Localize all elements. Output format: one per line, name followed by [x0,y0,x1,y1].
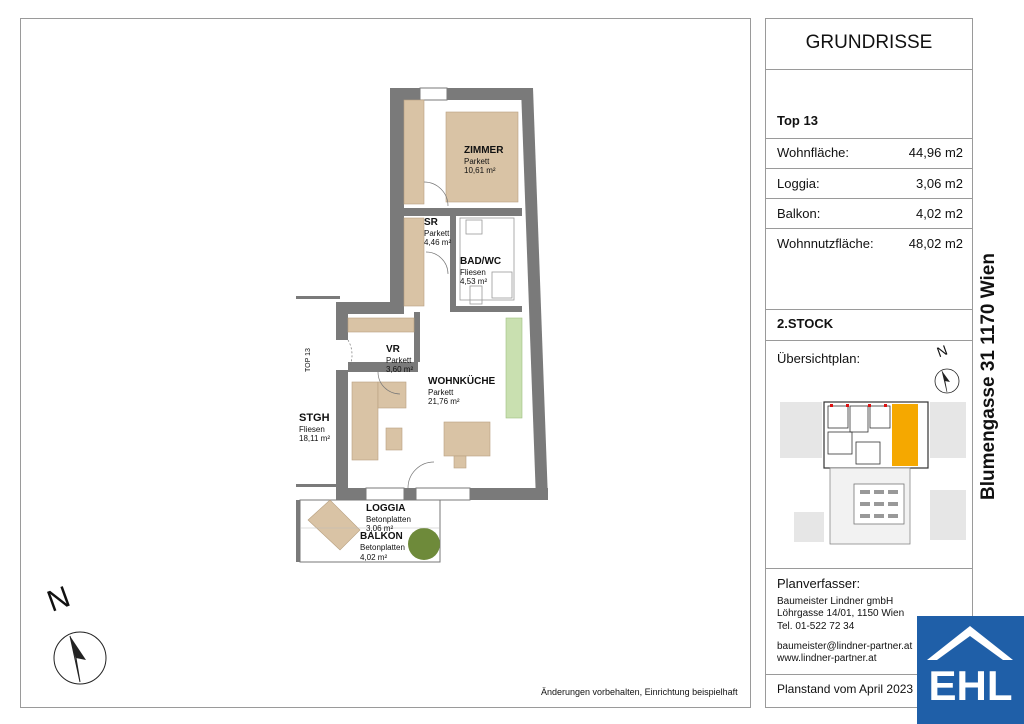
divider [766,69,972,70]
divider [766,568,972,569]
room-bad-name: BAD/WC [460,256,502,267]
room-vr-floor: Parkett [386,356,412,365]
planner-email: baumeister@lindner-partner.at [777,641,913,652]
floor-level: 2.STOCK [777,316,834,331]
room-zimmer-area: 10,61 m² [464,166,496,175]
disclaimer: Änderungen vorbehalten, Einrichtung beispielhaft [541,687,738,697]
overview-label: Übersichtplan: [777,351,861,366]
address-vertical: Blumengasse 31 1170 Wien [978,253,999,500]
planner-website: www.lindner-partner.at [777,653,877,664]
room-stgh-name: STGH [299,412,330,424]
overview-north-arrow-icon [934,368,960,394]
overview-north-letter: N [934,341,950,361]
planner-phone: Tel. 01-522 72 34 [777,621,855,632]
room-bad-area: 4,53 m² [460,277,488,286]
area-value-wohnflaeche: 44,96 m2 [908,145,963,160]
room-sr-area: 4,46 m² [424,238,452,247]
room-wohnkueche-name: WOHNKÜCHE [428,376,496,387]
room-balkon-name: BALKON [360,531,403,542]
area-value-wohnnutzflaeche: 48,02 m2 [908,236,963,251]
divider [766,309,972,310]
area-value-loggia: 3,06 m2 [916,176,963,191]
room-zimmer-name: ZIMMER [464,145,504,156]
room-zimmer-floor: Parkett [464,157,490,166]
north-letter: N [42,580,75,619]
site-overview-plan [780,398,966,548]
area-label-balkon: Balkon: [777,206,821,221]
room-balkon-area: 4,02 m² [360,553,388,562]
divider [766,228,972,229]
room-loggia-floor: Betonplatten [366,515,411,524]
divider [766,340,972,341]
room-stgh-area: 18,11 m² [299,434,330,443]
divider [766,138,972,139]
room-loggia-area: 3,06 m² [366,524,394,533]
room-sr-name: SR [424,217,438,228]
room-balkon-floor: Betonplatten [360,543,405,552]
plan-status: Planstand vom April 2023 [777,682,914,696]
north-arrow-icon [52,630,108,686]
panel-title: GRUNDRISSE [805,32,933,53]
room-loggia-name: LOGGIA [366,503,406,514]
planner-address: Löhrgasse 14/01, 1150 Wien [777,608,905,619]
ehl-logo-text: EHL [928,662,1013,709]
divider [766,168,972,169]
room-bad-floor: Fliesen [460,268,486,277]
area-value-balkon: 4,02 m2 [916,206,963,221]
top-number: Top 13 [777,113,818,128]
planner-label: Planverfasser: [777,576,861,591]
room-sr-floor: Parkett [424,229,450,238]
room-vr-area: 3,60 m² [386,365,414,374]
room-wohnkueche-floor: Parkett [428,388,454,397]
area-label-wohnnutzflaeche: Wohnnutzfläche: [777,236,874,251]
room-wohnkueche-area: 21,76 m² [428,397,460,406]
room-vr-name: VR [386,344,400,355]
planner-name: Baumeister Lindner gmbH [777,596,894,607]
divider [766,198,972,199]
area-label-loggia: Loggia: [777,176,820,191]
area-label-wohnflaeche: Wohnfläche: [777,145,850,160]
door-label-top13: TOP 13 [305,348,312,372]
room-stgh-floor: Fliesen [299,425,325,434]
